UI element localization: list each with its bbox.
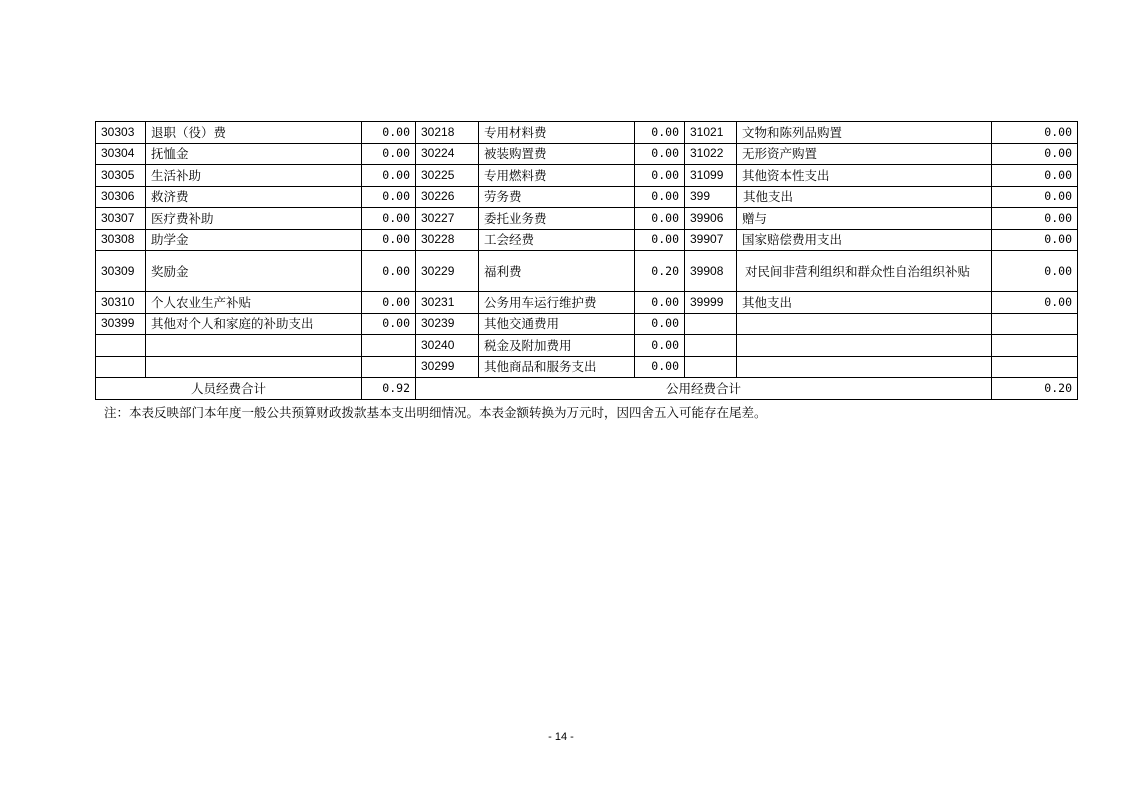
personnel-code-cell xyxy=(96,356,146,378)
capital-other-amount xyxy=(992,313,1078,335)
personnel-amount: 0.00 xyxy=(362,208,416,230)
public-item-name: 工会经费 xyxy=(479,229,635,251)
capital-other-item-name: 文物和陈列品购置 xyxy=(737,122,992,144)
personnel-amount: 0.00 xyxy=(362,292,416,314)
personnel-item-name: 退职（役）费 xyxy=(146,122,362,144)
basic-expenditure-table xyxy=(95,121,1078,400)
capital-other-amount: 0.00 xyxy=(992,165,1078,187)
personnel-amount xyxy=(362,335,416,357)
capital-other-code-cell: 39908 xyxy=(685,251,737,292)
public-amount: 0.00 xyxy=(635,313,685,335)
personnel-code-cell: 30310 xyxy=(96,292,146,314)
capital-other-code-cell xyxy=(685,335,737,357)
personnel-amount: 0.00 xyxy=(362,143,416,165)
public-code-cell: 30240 xyxy=(416,335,479,357)
capital-other-code-cell: 39907 xyxy=(685,229,737,251)
public-item-name: 专用材料费 xyxy=(479,122,635,144)
table-row xyxy=(96,335,1078,357)
table-row xyxy=(96,165,1078,187)
capital-other-code-cell xyxy=(685,356,737,378)
capital-other-item-name: 其他资本性支出 xyxy=(737,165,992,187)
table-row xyxy=(96,251,1078,292)
personnel-amount: 0.00 xyxy=(362,186,416,208)
public-amount: 0.00 xyxy=(635,186,685,208)
public-item-name: 专用燃料费 xyxy=(479,165,635,187)
public-code-cell: 30229 xyxy=(416,251,479,292)
table-row xyxy=(96,292,1078,314)
capital-other-item-name: 对民间非营利组织和群众性自治组织补贴 xyxy=(737,251,992,292)
public-amount: 0.00 xyxy=(635,229,685,251)
capital-other-item-name xyxy=(737,356,992,378)
personnel-item-name: 奖励金 xyxy=(146,251,362,292)
public-code-cell: 30299 xyxy=(416,356,479,378)
public-amount: 0.00 xyxy=(635,143,685,165)
public-total-value: 0.20 xyxy=(992,378,1078,400)
capital-other-amount xyxy=(992,335,1078,357)
capital-other-item-name: 其他支出 xyxy=(737,186,992,208)
capital-other-item-name xyxy=(737,335,992,357)
personnel-code-cell: 30304 xyxy=(96,143,146,165)
personnel-amount: 0.00 xyxy=(362,251,416,292)
personnel-item-name xyxy=(146,356,362,378)
public-item-name: 委托业务费 xyxy=(479,208,635,230)
personnel-item-name xyxy=(146,335,362,357)
capital-other-amount: 0.00 xyxy=(992,186,1078,208)
capital-other-amount: 0.00 xyxy=(992,292,1078,314)
table-row xyxy=(96,208,1078,230)
page-number: - 14 - xyxy=(548,731,574,743)
personnel-code-cell: 30303 xyxy=(96,122,146,144)
capital-other-amount xyxy=(992,356,1078,378)
public-amount: 0.00 xyxy=(635,335,685,357)
table-body xyxy=(96,122,1078,400)
table-footnote: 注：本表反映部门本年度一般公共预算财政拨款基本支出明细情况。本表金额转换为万元时，因四舍五入可能存在尾差。 xyxy=(104,405,767,420)
capital-other-code-cell: 31021 xyxy=(685,122,737,144)
capital-other-amount: 0.00 xyxy=(992,251,1078,292)
public-code-cell: 30231 xyxy=(416,292,479,314)
personnel-item-name: 个人农业生产补贴 xyxy=(146,292,362,314)
personnel-amount: 0.00 xyxy=(362,122,416,144)
personnel-total-value: 0.92 xyxy=(362,378,416,400)
capital-other-amount: 0.00 xyxy=(992,208,1078,230)
capital-other-amount: 0.00 xyxy=(992,143,1078,165)
public-item-name: 税金及附加费用 xyxy=(479,335,635,357)
personnel-item-name: 医疗费补助 xyxy=(146,208,362,230)
capital-other-code-cell: 399 xyxy=(685,186,737,208)
public-amount: 0.00 xyxy=(635,292,685,314)
public-amount: 0.00 xyxy=(635,165,685,187)
capital-other-amount: 0.00 xyxy=(992,122,1078,144)
capital-other-item-name: 国家赔偿费用支出 xyxy=(737,229,992,251)
public-amount: 0.00 xyxy=(635,122,685,144)
personnel-code-cell: 30307 xyxy=(96,208,146,230)
capital-other-item-name: 其他支出 xyxy=(737,292,992,314)
capital-other-item-name: 赠与 xyxy=(737,208,992,230)
totals-row xyxy=(96,378,1078,400)
personnel-code-cell xyxy=(96,335,146,357)
capital-other-code-cell: 31022 xyxy=(685,143,737,165)
public-item-name: 公务用车运行维护费 xyxy=(479,292,635,314)
capital-other-code-cell: 39906 xyxy=(685,208,737,230)
public-amount: 0.20 xyxy=(635,251,685,292)
capital-other-code-cell xyxy=(685,313,737,335)
public-item-name: 劳务费 xyxy=(479,186,635,208)
table-row xyxy=(96,122,1078,144)
table-row xyxy=(96,229,1078,251)
public-code-cell: 30218 xyxy=(416,122,479,144)
public-code-cell: 30239 xyxy=(416,313,479,335)
personnel-code-cell: 30308 xyxy=(96,229,146,251)
table-row xyxy=(96,313,1078,335)
personnel-item-name: 其他对个人和家庭的补助支出 xyxy=(146,313,362,335)
personnel-total-label: 人员经费合计 xyxy=(96,378,362,400)
public-code-cell: 30227 xyxy=(416,208,479,230)
personnel-amount: 0.00 xyxy=(362,165,416,187)
public-item-name: 其他商品和服务支出 xyxy=(479,356,635,378)
public-item-name: 福利费 xyxy=(479,251,635,292)
personnel-amount: 0.00 xyxy=(362,313,416,335)
personnel-code-cell: 30305 xyxy=(96,165,146,187)
capital-other-item-name: 无形资产购置 xyxy=(737,143,992,165)
public-total-label: 公用经费合计 xyxy=(416,378,992,400)
public-item-name: 其他交通费用 xyxy=(479,313,635,335)
capital-other-code-cell: 39999 xyxy=(685,292,737,314)
public-amount: 0.00 xyxy=(635,208,685,230)
personnel-item-name: 救济费 xyxy=(146,186,362,208)
table-row xyxy=(96,143,1078,165)
personnel-code-cell: 30399 xyxy=(96,313,146,335)
personnel-amount: 0.00 xyxy=(362,229,416,251)
public-code-cell: 30224 xyxy=(416,143,479,165)
table-row xyxy=(96,186,1078,208)
public-code-cell: 30226 xyxy=(416,186,479,208)
personnel-code-cell: 30306 xyxy=(96,186,146,208)
capital-other-code-cell: 31099 xyxy=(685,165,737,187)
public-item-name: 被装购置费 xyxy=(479,143,635,165)
personnel-item-name: 助学金 xyxy=(146,229,362,251)
public-code-cell: 30228 xyxy=(416,229,479,251)
capital-other-item-name xyxy=(737,313,992,335)
table-row xyxy=(96,356,1078,378)
public-amount: 0.00 xyxy=(635,356,685,378)
personnel-code-cell: 30309 xyxy=(96,251,146,292)
personnel-item-name: 抚恤金 xyxy=(146,143,362,165)
capital-other-amount: 0.00 xyxy=(992,229,1078,251)
personnel-item-name: 生活补助 xyxy=(146,165,362,187)
public-code-cell: 30225 xyxy=(416,165,479,187)
personnel-amount xyxy=(362,356,416,378)
